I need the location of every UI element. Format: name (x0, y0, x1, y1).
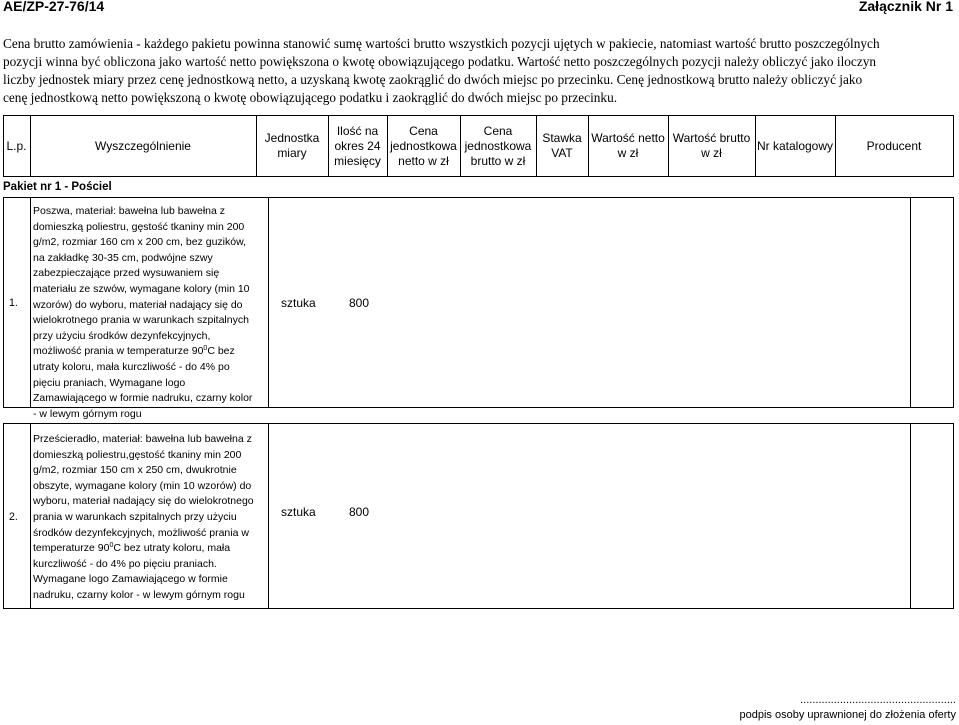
row-quantity: 800 (349, 296, 370, 310)
signature-dots: ................................................... (800, 694, 956, 706)
row-lp: 2. (9, 511, 18, 523)
row-unit: sztuka (281, 296, 316, 310)
col-net-unit-price: Cena jednostkowa netto w zł (390, 123, 457, 168)
table-row (0, 423, 959, 609)
row-quantity: 800 (349, 505, 370, 519)
col-quantity: Ilość na okres 24 miesięcy (334, 123, 381, 168)
row-unit: sztuka (281, 505, 316, 519)
table-header (0, 115, 959, 177)
attachment-label: Załącznik Nr 1 (858, 0, 953, 14)
document-reference: AE/ZP-27-76/14 (3, 0, 105, 14)
table-row (0, 197, 959, 420)
col-vat-rate: Stawka VAT (542, 131, 582, 160)
col-producer: Producent (866, 138, 922, 153)
package-title: Pakiet nr 1 - Pościel (3, 181, 112, 193)
row-lp: 1. (9, 297, 18, 309)
col-net-value: Wartość netto w zł (591, 131, 665, 160)
col-lp: L.p. (6, 138, 27, 153)
col-gross-value: Wartość brutto w zł (672, 131, 751, 160)
col-catalog-number: Nr katalogowy (756, 138, 834, 153)
intro-paragraph: Cena brutto zamówienia - każdego pakietu powinna stanowić sumę wartości brutto wszystkich pozycji ujętych w pakiecie, natomiast wartość brutto poszczególnych pozycji winna być obliczona jako wartość netto powiększona o kwotę obowiązującego podatku. Wartość netto poszczególnych pozycji należy obliczyć jako iloczyn liczby jednostek miary przez cenę jednostkową netto, a uzyskaną kwotę zaokrąglić do dwóch miejsc po przecinku. Cenę jednostkową brutto należy obliczyć jako cenę jednostkową netto powiększoną o kwotę obowiązującego podatku i zaokrąglić do dwóch miejsc po przecinku. (3, 36, 880, 105)
col-specification: Wyszczególnienie (95, 138, 191, 153)
row-description: Poszwa, materiał: bawełna lub bawełna z domieszką poliestru, gęstość tkaniny min 200 g/m2, rozmiar 160 cm x 200 cm, bez guzików, na zakładkę 30-35 cm, podwójne szwy zabezpieczające przed wysuwaniem się materiału ze szwów, wymagane kolory (min 10 wzorów) do wyboru, materiał nadający się do wielokrotnego prania w warunkach szpitalnych przy użyciu środków dezynfekcyjnych, możliwość prania w temperaturze $90^0C$ bez utraty koloru, mała kurczliwość - do 4% po pięciu praniach, Wymagane logo Zamawiającego w formie nadruku, czarny kolor - w lewym górnym rogu (33, 205, 253, 420)
row-description: Prześcieradło, materiał: bawełna lub bawełna z domieszką poliestru,gęstość tkaniny min 200 g/m2, rozmiar 150 cm x 250 cm, dwukrotnie obszyte, wymagane kolory (min 10 wzorów) do wyboru, materiał nadający się do wielokrotnego prania w warunkach szpitalnych przy użyciu środków dezynfekcyjnych, możliwość prania w temperaturze $90^0C$ bez utraty koloru, mała kurczliwość - do 4% po pięciu praniach. Wymagane logo Zamawiającego w formie nadruku, czarny kolor - w lewym górnym rogu (33, 433, 254, 601)
signature-label: podpis osoby uprawnionej do złożenia oferty (739, 709, 956, 721)
col-unit: Jednostka miary (264, 131, 320, 160)
col-gross-unit-price: Cena jednostkowa brutto w zł (464, 123, 532, 168)
